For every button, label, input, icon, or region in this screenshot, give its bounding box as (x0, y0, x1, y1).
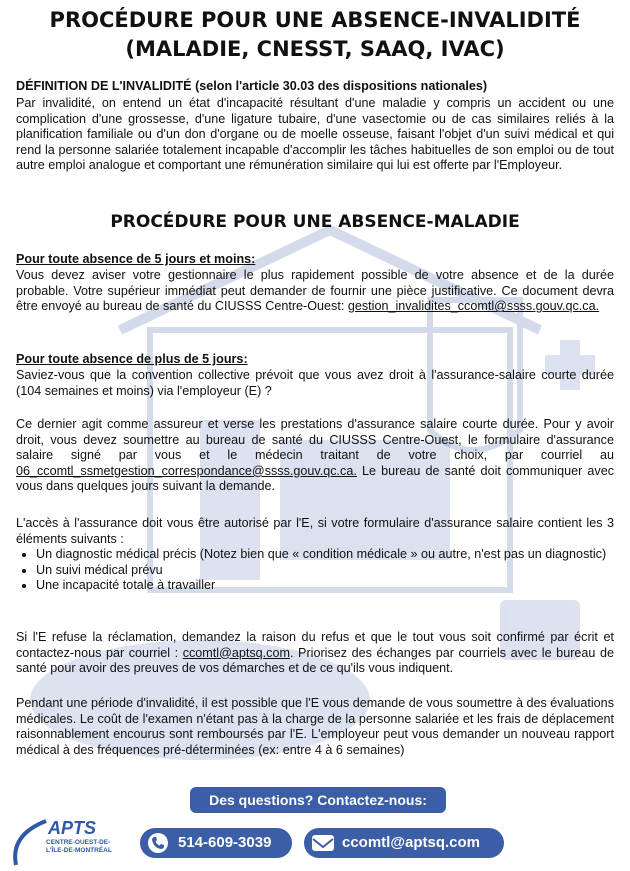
section2-paragraph-4 (16, 630, 614, 677)
section2-p2-part-b: Le bureau de santé doit communiquer avec vous dans quelques jours suivant la demande. (16, 463, 615, 494)
logo-subtitle (46, 839, 112, 855)
definition-heading: DÉFINITION DE L'INVALIDITÉ (selon l'article 30.03 des dispositions nationales) (16, 79, 488, 93)
section1-body: Vous devez aviser votre gestionnaire le plus rapidement possible de votre absence et de la durée probable. Votre supérieur immédiat peut demander de fournir une pièce justificative. Ce document devra être envoyé au bureau de santé du CIUSSS Centre-Ouest: (16, 268, 614, 314)
logo-sub-line-1: CENTRE-OUEST-DE- (46, 839, 111, 846)
section2-p2-part-a: Ce dernier agit comme assureur et verse les prestations d'assurance salaire courte durée. Pour y avoir droit, vous devez soumettre au bureau de santé du CIUSSS Centre-Ouest, le formulaire d'assurance salaire signé par vous et le médecin traitant de votre choix, par courriel au (16, 417, 614, 463)
phone-button[interactable] (140, 828, 292, 858)
definition-text: Par invalidité, on entend un état d'incapacité résultant d'une maladie y compris un accident ou une complication d'une grossesse, d'une ligature tubaire, d'une vasectomie ou de cas similaires reliés à la planification familiale ou d'un don d'organe ou de moelle osseuse, faisant l'objet d'un suivi médical et qui rend la personne salariée totalement incapable d'accomplir les tâches habituelles de son emploi ou de tout autre emploi analogue et comportant une rémunération similaire qui lui est offerte par l'Employeur. (16, 96, 614, 173)
section2-heading: Pour toute absence de plus de 5 jours: (16, 352, 248, 366)
section1-text (16, 268, 614, 315)
procedure-subtitle: PROCÉDURE POUR UNE ABSENCE-MALADIE (110, 212, 520, 232)
logo-name: APTS (48, 818, 97, 838)
section2-p4-email-link[interactable]: ccomtl@aptsq.com (182, 645, 290, 660)
section2-paragraph-2 (16, 417, 614, 495)
section2-p4-part-b: . Priorisez des échanges par courriels avec le bureau de santé pour avoir des preuves de vos démarches et de ce qu'ils vous indiquent. (16, 645, 614, 676)
logo-sub-line-2: L'ÎLE-DE-MONTRÉAL (46, 847, 112, 854)
logo-swoosh-icon (15, 821, 46, 865)
title-line-1: PROCÉDURE POUR UNE ABSENCE-INVALIDITÉ (49, 8, 581, 32)
section2-paragraph-5: Pendant une période d'invalidité, il est possible que l'E vous demande de vous soumettre à des évaluations médicales. Le coût de l'examen n'étant pas à la charge de la personne salariée et les frais de déplacement raisonnablement encourus sont remboursés par l'E. L'employeur peut vous demander un nouveau rapport médical à des fréquences pré-déterminées (ex: entre 4 à 6 semaines) (16, 696, 614, 757)
section2-paragraph-1: Saviez-vous que la convention collective prévoit que vous avez droit à l'assurance-salaire courte durée (104 semaines et moins) via l'employeur (E) ? (16, 368, 614, 398)
section1-heading: Pour toute absence de 5 jours et moins: (16, 252, 256, 266)
contact-banner: Des questions? Contactez-nous: (190, 787, 446, 813)
list-item: • Un diagnostic médical précis (Notez bien que « condition médicale » ou autre, n'est pas un diagnostic) (36, 547, 630, 563)
phone-number: 514-609-3039 (178, 834, 272, 851)
list-item: • Un suivi médical prévu (36, 563, 630, 579)
email-address: ccomtl@aptsq.com (342, 834, 480, 851)
title-line-2: (MALADIE, CNESST, SAAQ, IVAC) (125, 37, 505, 61)
criteria-list (16, 547, 630, 594)
section2-paragraph-3: L'accès à l'assurance doit vous être autorisé par l'E, si votre formulaire d'assurance salaire contient les 3 éléments suivants : (16, 516, 614, 546)
list-item: • Une incapacité totale à travailler (36, 578, 630, 594)
phone-icon (148, 833, 168, 853)
mail-icon (312, 835, 334, 851)
section2-p2-email-link[interactable]: 06_ccomtl_ssmetgestion_correspondance@ssss.gouv.qc.ca. (16, 463, 357, 478)
section1-email-link[interactable]: gestion_invalidites_ccomtl@ssss.gouv.qc.ca. (347, 299, 600, 314)
section2-p4-part-a: Si l'E refuse la réclamation, demandez la raison du refus et que le tout vous soit confirmé par écrit et contactez-nous par courriel : (16, 630, 614, 660)
email-button[interactable] (304, 828, 504, 858)
